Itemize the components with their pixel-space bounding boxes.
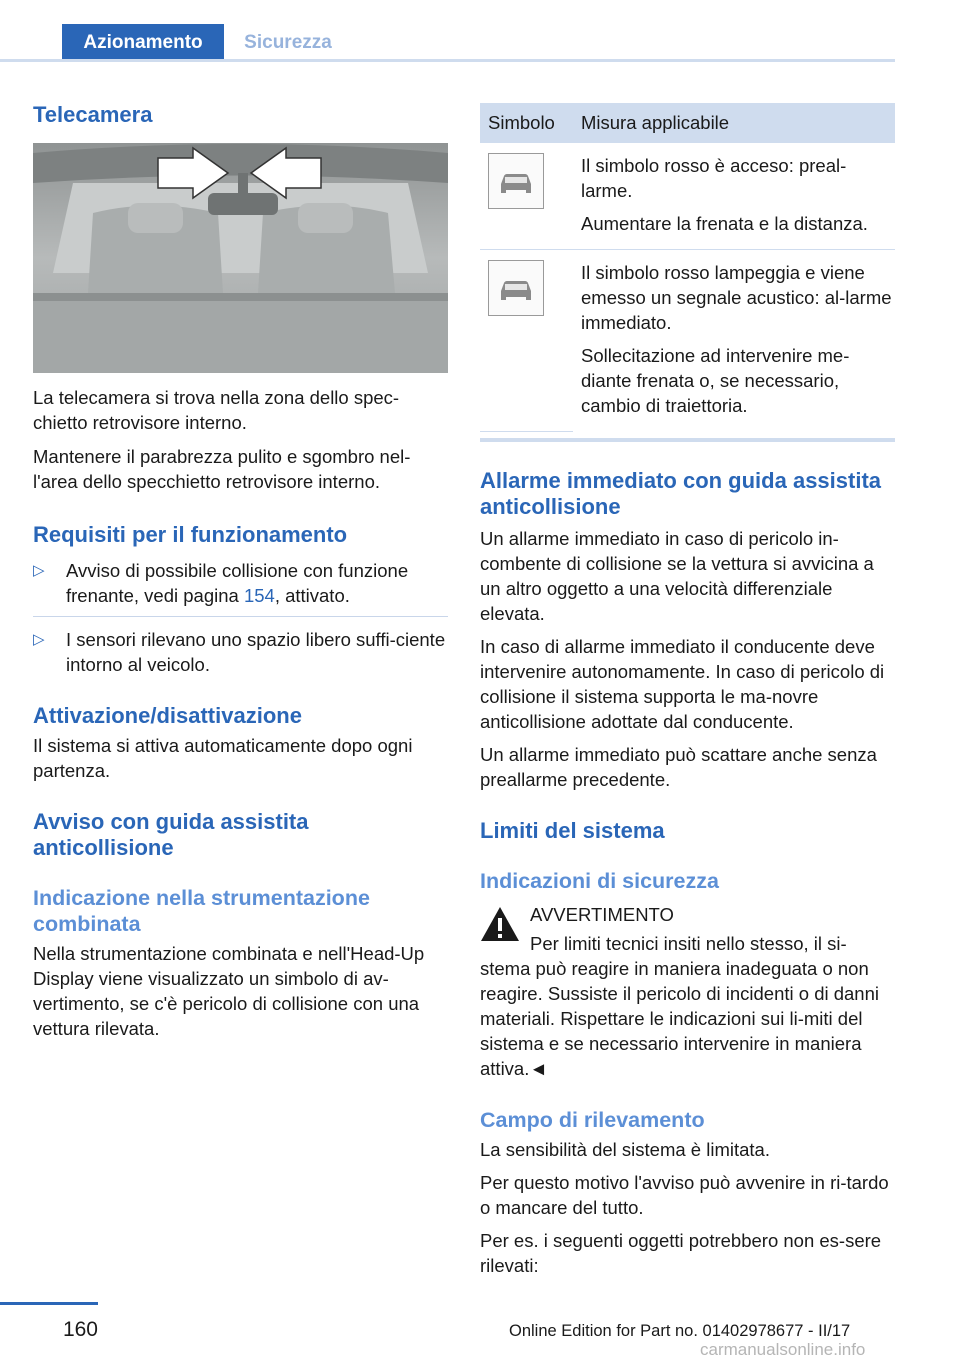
tab-sicurezza[interactable]: Sicurezza (244, 32, 332, 53)
requirement-1-suffix: , attivato. (274, 585, 350, 606)
range-paragraph-1: La sensibilità del sistema è limitata. (480, 1138, 770, 1160)
header-symbol: Simbolo (480, 103, 573, 143)
camera-location-photo (33, 143, 448, 373)
immediate-paragraph-1: Un allarme immediato in caso di pericolo in-combente di collisione se la vettura si avvicina a un altro oggetto a una velocità differenziale elevata. (480, 527, 874, 624)
activation-heading: Attivazione/disattivazione (33, 703, 302, 728)
list-item (33, 627, 448, 677)
table-row (480, 250, 895, 432)
footer-rule (0, 1302, 98, 1305)
right-column (480, 103, 895, 1278)
activation-text: Il sistema si attiva automaticamente dopo ogni partenza. (33, 735, 413, 781)
tab-bar-rule (0, 59, 895, 62)
table-row (480, 143, 895, 250)
collision-warning-heading: Avviso con guida assistita anticollisione (33, 809, 309, 860)
immediate-paragraph-3: Un allarme immediato può scattare anche senza preallarme precedente. (480, 743, 877, 790)
instrument-cluster-subheading: Indicazione nella strumentazione combinata (33, 886, 370, 936)
requirements-heading: Requisiti per il funzionamento (33, 522, 348, 547)
measure-cell (573, 143, 895, 250)
car-warning-icon (488, 153, 544, 209)
triangle-bullet-icon: ▷ (33, 631, 45, 648)
detection-range-subheading: Campo di rilevamento (480, 1107, 705, 1132)
requirements-list (33, 558, 448, 677)
camera-heading: Telecamera (33, 102, 153, 127)
warning-triangle-icon (480, 906, 520, 942)
measure-2-line2: Sollecitazione ad intervenire me-diante frenata o, se necessario, cambio di traiettoria. (581, 345, 850, 416)
measure-2-line1: Il simbolo rosso lampeggia e viene emesso un segnale acustico: al-larme immediato. (581, 262, 892, 333)
triangle-bullet-icon: ▷ (33, 562, 45, 579)
range-paragraph-3: Per es. i seguenti oggetti potrebbero non es-sere rilevati: (480, 1229, 882, 1276)
measure-1-line1: Il simbolo rosso è acceso: preal-larme. (581, 155, 847, 201)
warning-text: Per limiti tecnici insiti nello stesso, il si-stema può reagire in maniera inadeguata o non reagire. Sussiste il pericolo di incidenti o di danni materiali. Rispettare le indicazioni sui li-miti del sistema e se necessario intervenire in maniera attiva.◄ (480, 932, 879, 1079)
edition-note: Online Edition for Part no. 01402978677 - II/17 (509, 1322, 851, 1340)
camera-paragraph-1: La telecamera si trova nella zona dello spec-chietto retrovisore interno. (33, 387, 400, 433)
header-measure: Misura applicabile (573, 103, 895, 143)
left-column (33, 92, 448, 1041)
warning-label: AVVERTIMENTO (530, 903, 674, 925)
symbol-cell (480, 250, 573, 432)
list-item (33, 558, 448, 608)
table-header-row (480, 103, 895, 143)
watermark: carmanualsonline.info (700, 1340, 866, 1359)
range-paragraph-2: Per questo motivo l'avviso può avvenire in ri-tardo o mancare del tutto. (480, 1171, 889, 1218)
warning-block (480, 902, 895, 1081)
immediate-alarm-heading: Allarme immediato con guida assistita anticollisione (480, 467, 882, 519)
list-separator (33, 616, 448, 617)
measure-cell (573, 250, 895, 432)
car-warning-icon (488, 260, 544, 316)
symbol-cell (480, 143, 573, 250)
safety-subheading: Indicazioni di sicurezza (480, 868, 719, 893)
camera-paragraph-2: Mantenere il parabrezza pulito e sgombro nel-l'area dello specchietto retrovisore interno. (33, 446, 411, 492)
tab-azionamento[interactable]: Azionamento (62, 24, 224, 62)
requirement-1-text: Avviso di possibile collisione con funzione frenante, vedi pagina (66, 560, 409, 606)
requirement-2-text: I sensori rilevano uno spazio libero suffi-ciente intorno al veicolo. (66, 629, 446, 675)
symbol-table (480, 103, 895, 432)
page-link-154[interactable]: 154 (243, 585, 275, 606)
instrument-cluster-text: Nella strumentazione combinata e nell'Head-Up Display viene visualizzato un simbolo di av-vertimento, se c'è pericolo di collisione con una vettura rilevata. (33, 943, 425, 1039)
immediate-paragraph-2: In caso di allarme immediato il conducente deve intervenire autonomamente. In caso di pericolo di collisione il sistema supporta le ma-novre anticollisione adottate dal conducente. (480, 635, 885, 732)
limits-heading: Limiti del sistema (480, 817, 665, 843)
page-number: 160 (62, 1318, 98, 1341)
measure-1-line2: Aumentare la frenata e la distanza. (581, 213, 868, 234)
top-tab-bar (0, 24, 895, 62)
table-bottom-rule (480, 438, 895, 442)
